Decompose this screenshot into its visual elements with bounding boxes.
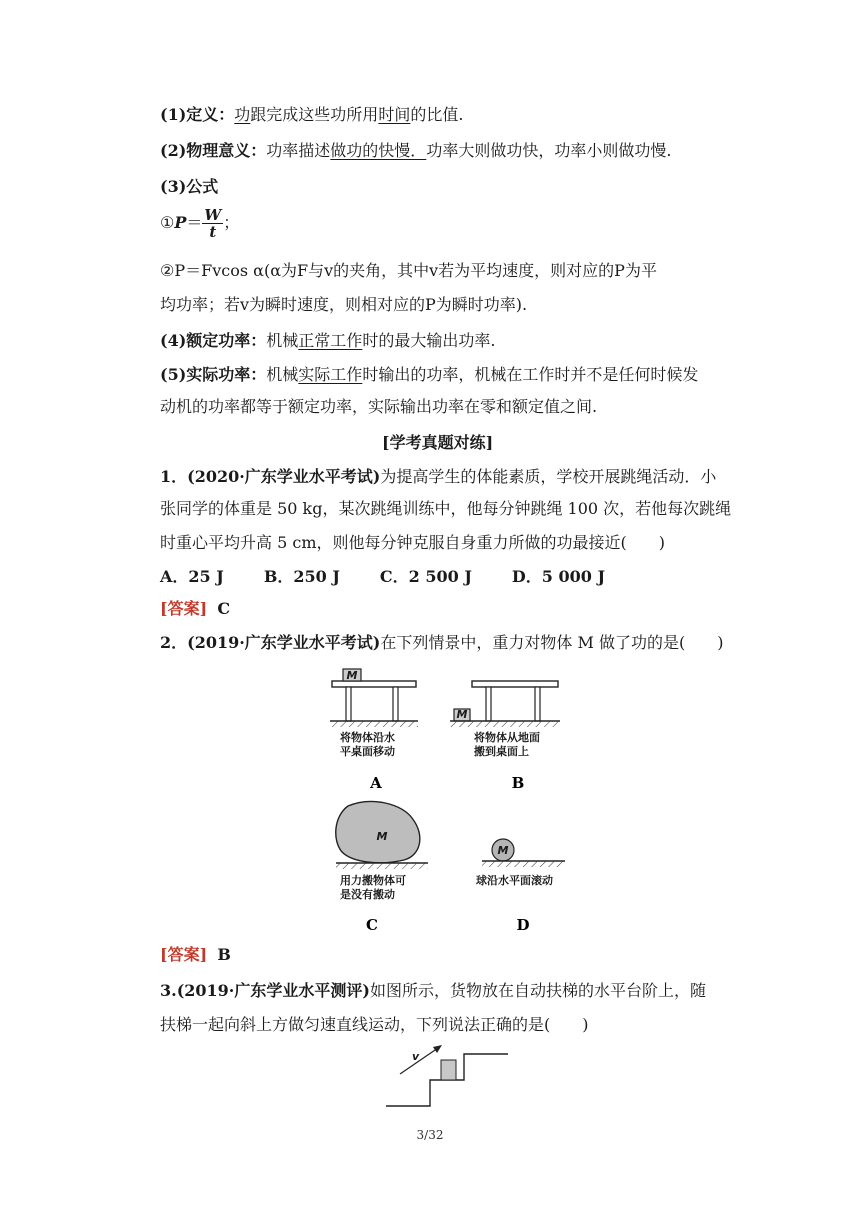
ball-m-label: M xyxy=(497,844,509,857)
q1-options xyxy=(160,566,645,588)
meaning-text-1: 功率描述 xyxy=(266,141,331,160)
meaning-text-2: 功率大则做功快，功率小则做功慢. xyxy=(426,141,672,160)
definition-label: (1)定义： xyxy=(160,105,235,124)
figure-c-letter: C xyxy=(366,916,378,934)
meaning-underline: 做功的快慢． xyxy=(330,141,427,160)
formula-1-lhs: P xyxy=(174,213,187,232)
q2-source: 2．(2019·广东学业水平考试) xyxy=(160,633,381,652)
q2-text: 在下列情景中，重力对物体 M 做了功的是( ) xyxy=(380,633,724,652)
figure-b-letter: B xyxy=(511,774,525,792)
formula-1-index: ① xyxy=(160,213,175,232)
q1-option-a: A．25 J xyxy=(160,567,224,586)
escalator-figure xyxy=(0,1044,860,1114)
formula-1-numerator: W xyxy=(204,206,222,224)
q2-answer xyxy=(160,944,231,966)
definition-underline-2: 时间 xyxy=(378,105,411,124)
figure-c xyxy=(336,802,428,901)
figure-a-letter: A xyxy=(370,774,382,792)
figure-b xyxy=(450,681,560,758)
q1-option-c: C．2 500 J xyxy=(379,567,472,586)
formula-2-line-2: 均功率；若v为瞬时速度，则相对应的P为瞬时功率). xyxy=(160,295,528,314)
q1-line-3: 时重心平均升高 5 cm，则他每分钟克服自身重力所做的功最接近( ) xyxy=(160,533,665,552)
q1-answer-value: C xyxy=(217,599,231,618)
q2-figure xyxy=(0,660,860,940)
rated-power-text-1: 机械 xyxy=(266,331,299,350)
q3-line-1 xyxy=(160,980,706,1002)
q1-answer-label: [答案] xyxy=(160,599,208,618)
figure-c-caption-1: 用力搬物体可 xyxy=(340,874,406,887)
q1-answer xyxy=(160,598,230,620)
figure-d xyxy=(476,839,565,887)
actual-power-line-2: 动机的功率都等于额定功率，实际输出功率在零和额定值之间. xyxy=(160,397,598,416)
q2-line xyxy=(160,632,723,654)
rated-power-text-2: 时的最大输出功率. xyxy=(362,331,496,350)
figure-a-caption-1: 将物体沿水 xyxy=(340,731,395,744)
block-m-a-label: M xyxy=(346,669,358,682)
q3-text-1: 如图所示，货物放在自动扶梯的水平台阶上，随 xyxy=(369,981,706,1000)
actual-power-text-1: 机械 xyxy=(266,365,299,384)
section-title: [学考真题对练] xyxy=(382,433,494,452)
q1-text-1: 为提高学生的体能素质，学校开展跳绳活动．小 xyxy=(380,467,717,486)
meaning-line xyxy=(160,140,671,162)
q3-line-2: 扶梯一起向斜上方做匀速直线运动，下列说法正确的是( ) xyxy=(160,1015,589,1034)
boulder-m-label: M xyxy=(376,830,388,843)
definition-text-1: 跟完成这些功所用 xyxy=(250,105,379,124)
actual-power-underline: 实际工作 xyxy=(298,365,363,384)
q3-source: 3.(2019·广东学业水平测评) xyxy=(160,981,370,1000)
figure-d-caption: 球沿水平面滚动 xyxy=(476,874,553,887)
q1-line-1 xyxy=(160,466,716,488)
figure-d-letter: D xyxy=(516,916,530,934)
actual-power-line-1 xyxy=(160,364,698,386)
figure-a xyxy=(330,669,418,758)
formula-1-end: ； xyxy=(223,213,240,232)
formula-1-fraction xyxy=(202,207,223,240)
q1-line-2: 张同学的体重是 50 kg，某次跳绳训练中，他每分钟跳绳 100 次，若他每次跳绳 xyxy=(160,499,732,518)
page-number: 3/32 xyxy=(416,1128,444,1142)
figure-b-caption-1: 将物体从地面 xyxy=(474,731,540,744)
q2-answer-label: [答案] xyxy=(160,945,208,964)
definition-text-2: 的比值. xyxy=(410,105,464,124)
formula-1-eq: ＝ xyxy=(186,213,203,232)
actual-power-text-2: 时输出的功率，机械在工作时并不是任何时候发 xyxy=(362,365,699,384)
definition-underline-1: 功 xyxy=(234,105,251,124)
figure-a-caption-2: 平桌面移动 xyxy=(340,745,395,758)
rated-power-line xyxy=(160,330,495,352)
actual-power-label: (5)实际功率： xyxy=(160,365,267,384)
q2-answer-value: B xyxy=(217,945,231,964)
cargo-box xyxy=(441,1060,456,1080)
formula-1 xyxy=(160,206,239,240)
velocity-label: v xyxy=(412,1050,420,1063)
q1-option-d: D．5 000 J xyxy=(511,567,606,586)
formula-2-line-1: ②P＝Fvcos α(α为F与v的夹角，其中v若为平均速度，则对应的P为平 xyxy=(160,261,657,280)
q1-option-b: B．250 J xyxy=(263,567,340,586)
q1-source: 1．(2020·广东学业水平考试) xyxy=(160,467,381,486)
formula-heading: (3)公式 xyxy=(160,177,219,196)
figure-c-caption-2: 是没有搬动 xyxy=(340,888,395,901)
meaning-label: (2)物理意义： xyxy=(160,141,267,160)
definition-line xyxy=(160,104,463,126)
rated-power-underline: 正常工作 xyxy=(298,331,363,350)
block-m-b-label: M xyxy=(456,708,468,721)
rated-power-label: (4)额定功率： xyxy=(160,331,267,350)
formula-1-denominator: t xyxy=(209,223,217,241)
figure-b-caption-2: 搬到桌面上 xyxy=(474,745,529,758)
